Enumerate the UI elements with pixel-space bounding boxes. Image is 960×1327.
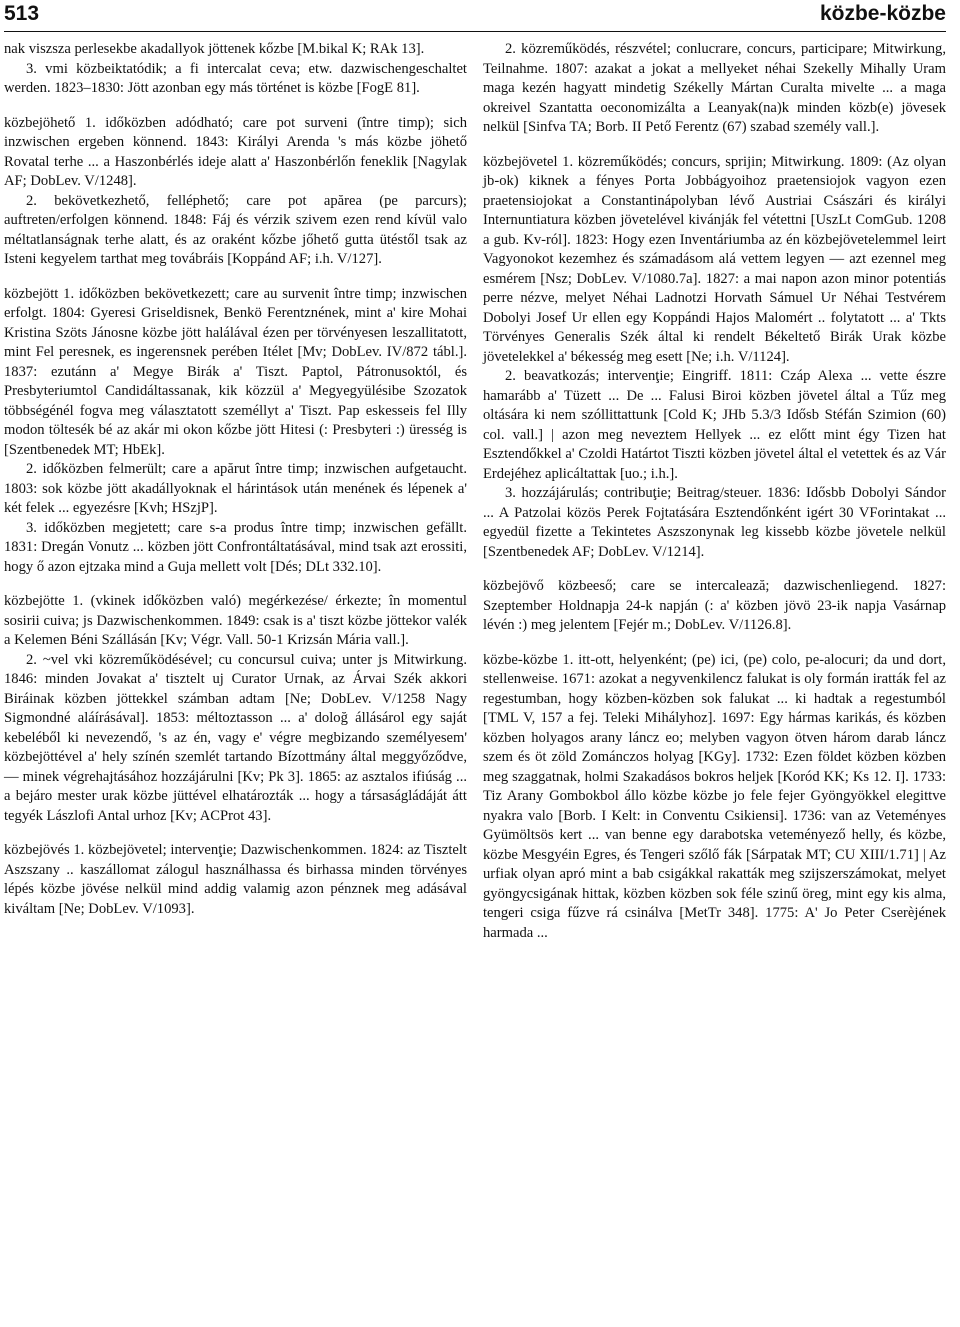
running-head: közbe-közbe <box>819 2 946 25</box>
paragraph: közbejötte 1. (vkinek időközben való) megérkezése/ érkezte; în momentul sosirii cuiva; js Dazwischenkommen. 1849: csak is a' tiszt közbe jöttekor valék a Kelemen Béni Szállásán [Kv; Végr. Vall. 50-1 Krizsán Mária vall.]. <box>4 593 467 648</box>
paragraph: 2. bekövetkezhető, felléphető; care pot apărea (pe parcurs); auftreten/erfolgen könnend. 1848: Fáj és vérzik szivem ezen rend kívül valo méltatlanságnak terhe alatt, és az oraként kőzbe jőhető gutta ütéstől tsak az Isteni kegyelem tarthat meg továbráis [Koppánd AF; i.h. V/127]. <box>4 192 467 267</box>
left-column <box>4 40 467 943</box>
text-columns <box>4 40 946 943</box>
paragraph: 2. beavatkozás; intervenţie; Eingriff. 1811: Czáp Alexa ... vette észre hamarább a' Tüzett ... De ... Falusi Biroi közben jövetel által a Tűz meg oltására ki nem szóllittattunk [Cold K; JHb 5.3/3 Idősb Stéfán Szimion (60) col. vall.] | azon meg neveztem Hellyek ... ez előtt mint égy Tizen hat Esztendőkkel a' Czoldi Határtot Tiszti közben jövetel által el vetettek és az Vár Erdejéhez aplicáltattak [uo.; i.h.]. <box>483 368 946 482</box>
right-column <box>483 40 946 943</box>
page-header <box>4 0 946 30</box>
paragraph: közbejövő közbeeső; care se intercalează; dazwischenliegend. 1827: Szeptember Holdnapja 24-k napján (: a' közben jövö 23-ik napja Vasárnap lévén :) meg jelentem [Fejér m.; DobLev. V/1126.8]. <box>483 578 946 633</box>
header-rule <box>4 31 946 32</box>
paragraph: nak viszsza perlesekbe akadallyok jöttenek kőzbe [M.bikal K; RAk 13]. <box>4 41 425 57</box>
paragraph: közbejöhető 1. időközben adódható; care pot surveni (între timp); sich inzwischen ergeben könnend. 1843: Királyi Arenda 's más közbe jöhető Rovatal terhe ... a Haszonbérlés ideje alatt a' Haszonbérlőn feneklik [Nagylak AF; DobLev. V/1248]. <box>4 114 467 189</box>
paragraph: közbejövés 1. közbejövetel; intervenţie; Dazwischenkommen. 1824: az Tisztelt Aszszany .. kaszállomat zálogul használhassa és birhassa minden törvényes lépés közbe jövése nelkül mind addig valamig azon pénznek meg adásával kiváltam [Ne; DobLev. V/1093]. <box>4 842 467 917</box>
paragraph: közbejövetel 1. közreműködés; concurs, sprijin; Mitwirkung. 1809: (Az olyan jb-ok) kiknek a fényes Porta Jobbágyoihoz praetensiojok vagyon ezen praetensiojokat a Constantinápolyban lévő Austriai Császári és királyi Internuntiatura közben jövetelével kivánják fel vétettni [UszLt ComGub. 1208 a gub. Kv-ról]. 1823: Hogy ezen Inventáriumba az én közbejövetelemmel leirt Vagyonokot kezemhez és számadásom alá vettem legyen — azt ezennel meg esmérem [Nsz; DobLev. V/1080.7a]. 1827: a mai napon azon minor potentiás perre nézve, melyet Néhai Ladnotzi Horvath Sámuel Ur Néhai Testvérem Dobolyi Josef Ur ellen egy Koppándi Hajos Malomért .. folytatott ... a' Tkts Törvényes Generalis Szék által ki rendelt Békeltető Birák Urak közbe jövetelekkel a' békesség meg esett [Ne; i.h. V/1124]. <box>483 153 946 365</box>
paragraph: 2. ~vel vki közreműködésével; cu concursul cuiva; unter js Mitwirkung. 1846: minden Jovakat a' tisztelt uj Curator Urnak, az Árvai Szék akkori Biráinak közben jöttekkel számban adtam [Ne; DobLev. V/1258 Nagy Sigmondné aláírásával]. 1853: méltoztasson ... a' doloğ állásárol egy saját kebeléből ki nevezendő, 's az én, vagy e' végre megbizando személyesem' közbejöttével a' hely színén szemlét tartando Bízottmány által meggyőződve, — minek végrehajtásához hozzájárulni [Kv; Pk 3]. 1865: az asztalos ifiúság ... a bejáro mester urak közbe jüttével elhatározták ... hogy a társaságládáját átt tegyék Lászlofi Antal urhoz [Kv; ACProt 43]. <box>4 651 467 824</box>
paragraph: 3. időközben megjetett; care s-a produs între timp; inzwischen gefällt. 1831: Dregán Vonutz ... közben jött Confrontáltatásával, mind tsak azt erossiti, hogy ő azon ejtzaka mind a Guja mellett volt [Dés; DLt 332.10]. <box>4 519 467 575</box>
page-number: 513 <box>4 2 40 25</box>
paragraph: közbejött 1. időközben bekövetkezett; care au survenit între timp; inzwischen erfolgt. 1804: Gyeresi Griseldisnek, Benkö Ferentznének, mint a' kire Mohai Kristina Szöts Jánosne közbe jött halálával ézen per törvényesen leszallitatott, mint Fel peresnek, es ingerensnek perében Itélet [Mv; DobLev. IV/872 tábl.]. 1837: ezutánn a' Megye Birák a' Tiszt. Paptol, Pátronusoktól, és Presbyteriumtol Candidáltassanak, kik közzül a' Megyegyülésibe Szozatok többségénél fogva meg választatott személlyt a' Tiszt. Pap eskesseis fel Illy modon töltesék bé az akár mi okon kőzbe jött Hitesi (: Presbyteri :) üresség is [Szentbenedek MT; HbEk]. <box>4 285 467 458</box>
paragraph: közbe-közbe 1. itt-ott, helyenként; (pe) ici, (pe) colo, pe-alocuri; da und dort, stellenweise. 1671: azokat a negyvenkilencz falukat is oly formán iratták fel az regestumban, hogy közben-közben sok falukat ... ki hadtak a regestumból [TML V, 157 a fej. Teleki Mihályhoz]. 1697: Egy hármas karikás, és közben közben holyagos arany láncz eo; melyben vagyon ötven három darab láncz szem és öt zöld Zománczos holyag [KGy]. 1732: Ezen földet közben közben meg szaggatnak, holmi Szakadásos bokros heljek [Koród KK; Ks 12. I]. 1733: Tiz Arany Gombokbol állo közbe közbe jo fele fejer Gyöngyökkel elegittve nyakra valo [Borb. I Kelt: in Conventu Csikiensi]. 1736: van az Veteményes Gyümöltsös kert ... van benne egy darabotska veteményező helly, és közbe, közbe Mesgyéin Egres, és Tengeri szőlő fák [Sárpatak MT; CU XIII/1.71] | Az urfiak olyan apró mint a bab csigákkal rakatták meg szijszerszámokat, melyet gyöngycsigának hittak, közben közben sok féle szinű öreg, mint egy kis alma, tengeri csiga fűzve rá csinálva [MetTr 348]. 1775: A' Jo Peter Cserèjének harmada ... <box>483 651 946 941</box>
paragraph: 2. közreműködés, részvétel; conlucrare, concurs, participare; Mitwirkung, Teilnahme. 1807: azakat a jokat a mellyeket néhai Szekelly Mihally Uram maga kezén hagyatt mindetig Székelly Mártan Curalta mivelte ... a maga okreivel Szantatta oeconomizálta a Leanyak(na)k minden közb(e) jövesek nelkül [Sinfva TA; Borb. II Pető Ferentz (67) szabad személy vall.]. <box>483 41 946 135</box>
paragraph: 2. időközben felmerült; care a apărut între timp; inzwischen aufgetaucht. 1803: sok közbe jött akadállyoknak el hárintások után menének és lépenek a' két felek ... egyezésre [Kvh; HSzjP]. <box>4 461 467 516</box>
paragraph: 3. vmi közbeiktatódik; a fi intercalat ceva; etw. dazwischengeschaltet werden. 1823–1830: Jött azonban egy más történet is közbe [FogE 81]. <box>4 60 467 96</box>
paragraph: 3. hozzájárulás; contribuţie; Beitrag/steuer. 1836: Idősbb Dobolyi Sándor ... A Patzolai közös Perek Fojtatására Esztendőnként igért 30 VForintakat ... egyedül fizette a Tekintetes Aszszonynak leg kissebb közbe jövetele nelkül [Szentbenedek AF; DobLev. V/1214]. <box>483 485 946 560</box>
